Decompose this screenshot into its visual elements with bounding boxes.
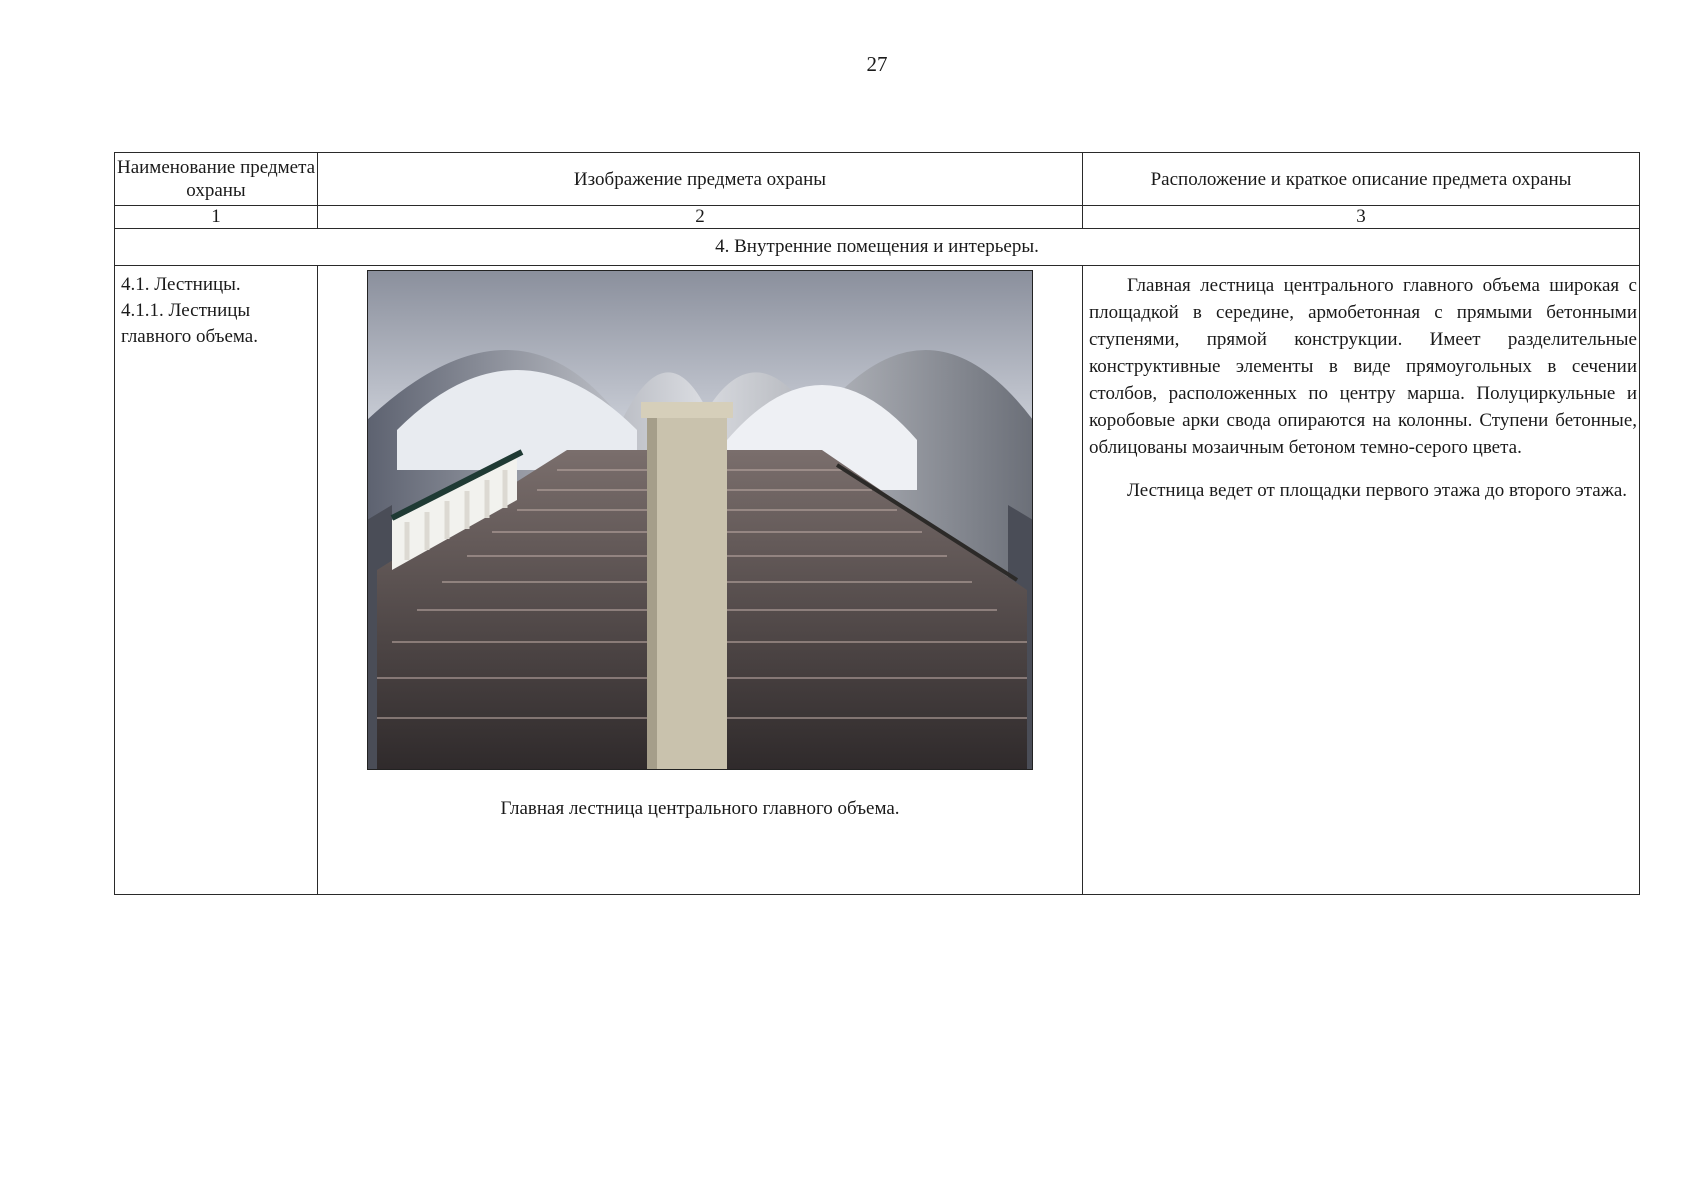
column-number-row (115, 206, 1640, 229)
protection-table (114, 152, 1640, 895)
section-row (115, 229, 1640, 266)
item-name-line-3: главного объема. (121, 326, 258, 347)
page-number: 27 (866, 52, 888, 76)
image-caption: Главная лестница центрального главного объема. (500, 798, 900, 819)
item-description-cell (1083, 266, 1640, 895)
header-description: Расположение и краткое описание предмета охраны (1083, 153, 1640, 206)
staircase-photo (367, 270, 1033, 770)
description-paragraph-2: Лестница ведет от площадки первого этажа до второго этажа. (1127, 480, 1628, 501)
description-text (1089, 272, 1637, 504)
description-paragraph-1: Главная лестница центрального главного объема широкая с площадкой в середине, армобетонная с прямыми бетонными ступенями, прямой конструкции. Имеет разделительные конструктивные элементы в виде прямоугольных в сечении столбов, расположенных по центру марша. Полуциркульные и коробовые арки свода опираются на колонны. Ступени бетонные, облицованы мозаичным бетоном темно-серого цвета. (1089, 275, 1637, 458)
column-number-2: 2 (318, 206, 1083, 229)
header-row (115, 153, 1640, 206)
header-name: Наименование предмета охраны (115, 153, 318, 206)
column-number-3: 3 (1083, 206, 1640, 229)
table-row (115, 266, 1640, 895)
section-title: 4. Внутренние помещения и интерьеры. (115, 229, 1640, 266)
header-image: Изображение предмета охраны (318, 153, 1083, 206)
item-name-line-2: 4.1.1. Лестницы (121, 300, 251, 321)
column-number-1: 1 (115, 206, 318, 229)
item-name-cell (115, 266, 318, 895)
item-name-line-1: 4.1. Лестницы. (121, 274, 241, 295)
item-image-cell (318, 266, 1083, 895)
